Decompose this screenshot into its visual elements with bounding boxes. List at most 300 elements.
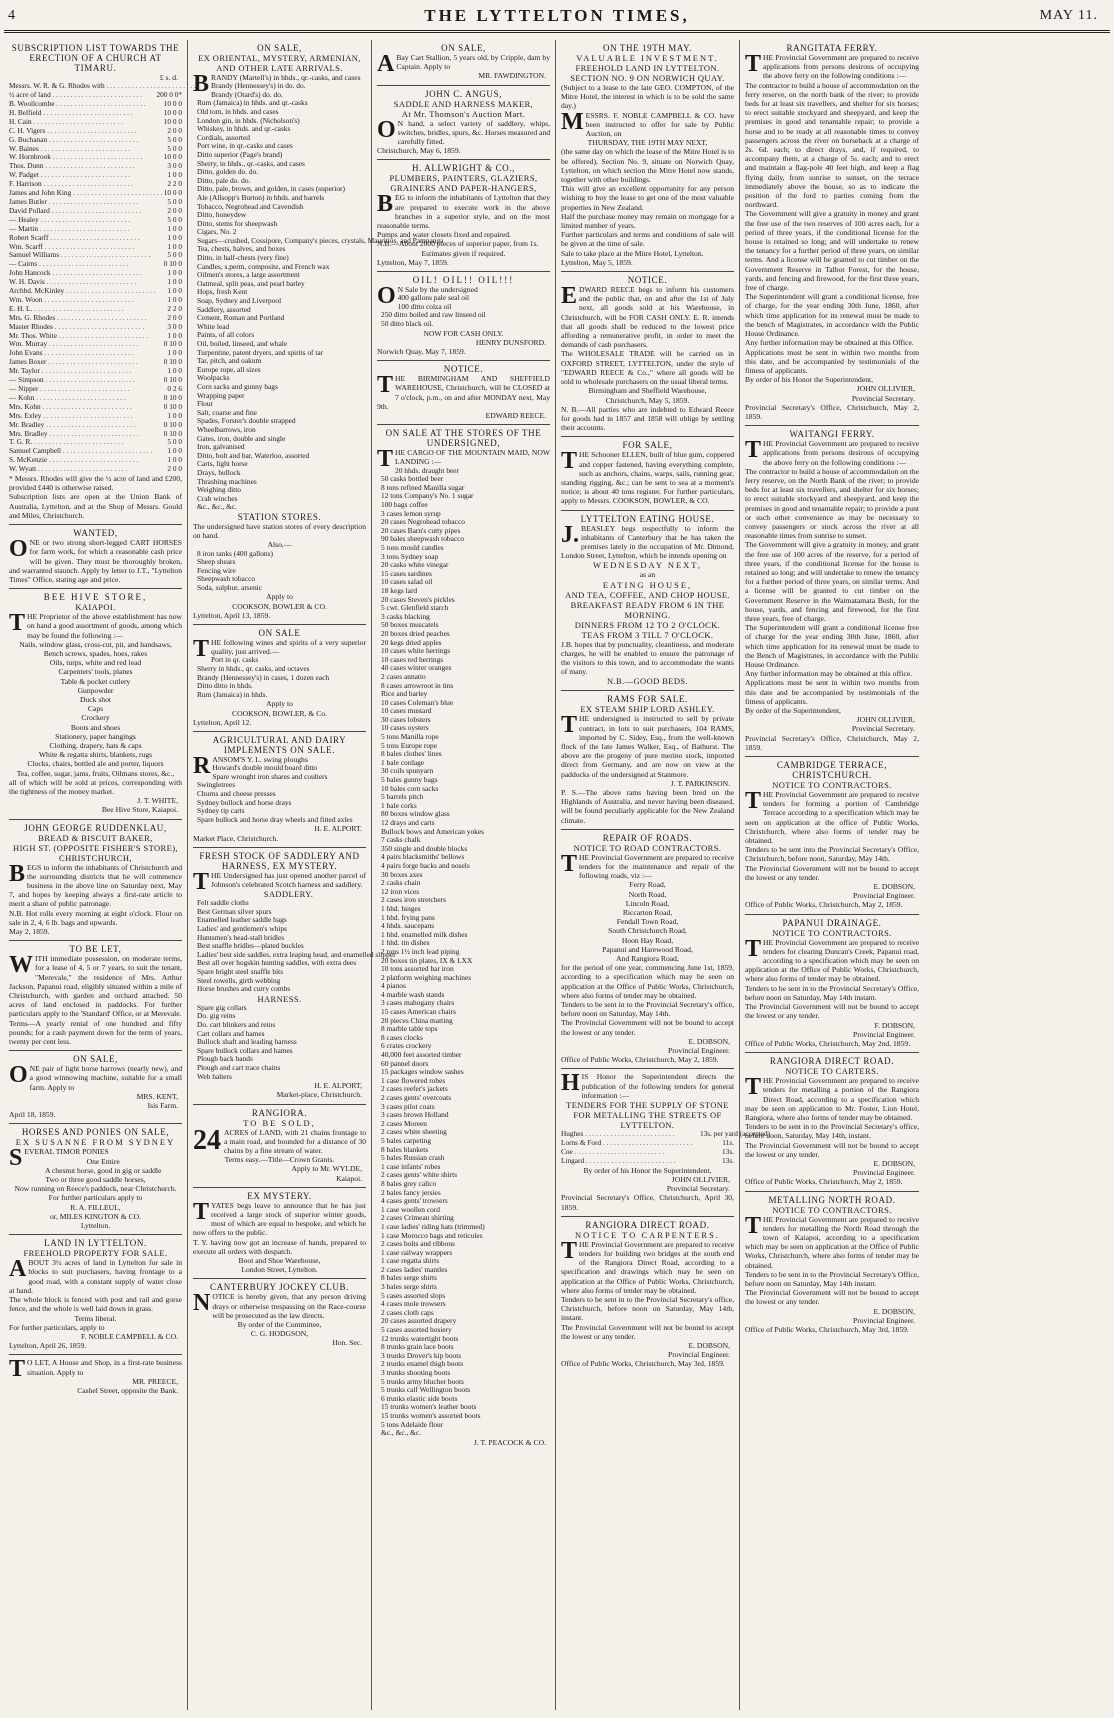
list-item: Crab winches: [197, 493, 238, 503]
ad-signature-title: Provincial Secretary.: [666, 1184, 730, 1194]
ad-body: [561, 521, 734, 561]
row-name: — Healey . . .: [9, 216, 148, 225]
ad-date: Christchurch, May 5, 1859.: [605, 395, 690, 405]
ad-rangiora-carpenters: [561, 1217, 734, 1373]
list-item: 1 case railway wrappers: [381, 1247, 453, 1257]
ad-body-text: HE undersigned is instructed to sell by private contract, in lots to suit purchasers, 104 RAMS, imported by C. Sidey, Esq., from the well-known flock of the late James Walker, Esq., of Bathurst. The above are the progeny of pure merino stock, imported direct from Germany, and are now on view at the paddocks of the undersigned at Stanmore.: [561, 714, 734, 779]
list-item: Rum (Jamaica) in hhds.: [197, 689, 268, 699]
list-item: 20 boxes dried peaches: [381, 628, 450, 638]
ad-body-text: Terms—A yearly rental of one hundred and fifty pounds; for a cash payment down for the term of years, twenty per cent less.: [9, 1018, 182, 1047]
ad-body-text: The Superintendent will grant a conditional license, free of charge, for the year ending 30th June, 1860, after which time application for its renewal must be made to the bench of Magistrates, in accordance with the Public House Ordinance.: [745, 292, 919, 339]
ad-signature-title: Provincial Engineer.: [853, 891, 915, 901]
ad-signature: HENRY DUNSFORD.: [475, 337, 546, 347]
roads-list: [561, 880, 734, 963]
ad-date: Norwich Quay, May 7, 1859.: [377, 347, 466, 357]
list-item: Best snaffle bridles—plated buckles: [197, 941, 304, 951]
drop-cap: B: [377, 191, 394, 218]
list-item: 8 bales blankets: [381, 1144, 429, 1154]
ad-horses-ponies: [9, 1124, 182, 1235]
list-item: 12 iron vices: [381, 886, 420, 896]
ad-signature-place: Hon. Sec.: [332, 1338, 362, 1348]
list-item: 90 bales sheepwash tobacco: [381, 534, 465, 544]
list-item: 4 cases mole trowsers: [381, 1299, 446, 1309]
list-item: 20 cases Steven's pickles: [381, 594, 455, 604]
ad-subheading: STATION STORES.: [237, 511, 322, 522]
drop-cap: T: [561, 850, 578, 877]
list-item: Cigars, No. 2: [197, 227, 237, 237]
ad-heading: SUBSCRIPTION LIST TOWARDS THE ERECTION OF A CHURCH AT TIMARU.: [11, 43, 180, 73]
row-name: Wm. Woon . . .: [9, 296, 148, 305]
list-item: 3 casks blacking: [381, 611, 430, 621]
ad-body-text: HE Provincial Government are prepared to receive applications from persons desirous of occupying the above ferry on the following conditions :—: [763, 53, 919, 81]
list-item: Ditto, bolt and bar, Waterloo, assorted: [197, 450, 310, 460]
drop-cap: T: [193, 868, 210, 895]
row-name: Hughes . . .: [561, 1130, 700, 1139]
row-name: Mrs. Bradley . . .: [9, 430, 148, 439]
row-value: 5 0 0: [167, 143, 182, 153]
ad-subheading: NOTICE TO CARTERS.: [785, 1066, 879, 1077]
drop-cap: H: [561, 1070, 580, 1097]
list-item: 50 boxes muscatels: [381, 620, 439, 630]
row-name: F. Harrison . . .: [9, 180, 148, 189]
row-name: B. Woollcombe . . .: [9, 100, 148, 109]
ad-body: [377, 374, 550, 411]
drop-cap: O: [377, 116, 396, 143]
row-value: 0 10 0: [163, 375, 182, 385]
ad-signature-title: Provincial Engineer.: [853, 1315, 915, 1325]
row-value: 1 0 0: [167, 241, 182, 251]
list-item: Best all over hogskin hunting saddles, with extra dees: [197, 958, 357, 968]
list-item: 5 bales gunny bags: [381, 775, 438, 785]
ad-signature: C. G. HODGSON,: [250, 1329, 309, 1339]
ad-mountain-maid: [377, 425, 550, 1451]
list-item: Fencing wire: [197, 565, 236, 575]
row-value: 2 2 0: [167, 303, 182, 313]
row-name: Samuel Williams . . .: [9, 251, 150, 260]
ad-body-text: P. S.—The above rams having been bred on the Highlands of Australia, and never having been diseased, will be found peculiarly applicable for the New Zealand climate.: [561, 787, 734, 825]
list-item: White & regatta shirts, blankets, rugs: [38, 750, 153, 760]
row-name: Samuel Campbell . . .: [9, 447, 152, 456]
ad-body: [9, 1258, 182, 1295]
list-item: 5 bales Russian crash: [381, 1153, 445, 1163]
ad-body-text: Tenders to be sent in to the Provincial Secretary's Office, before noon on Saturday, May 14th instant.: [745, 1269, 919, 1288]
ad-subheading: VALUABLE INVESTMENT.: [576, 53, 719, 63]
ad-ex-mystery: [193, 1188, 366, 1280]
ad-date: Lyttelton, May 7, 1859.: [377, 257, 449, 267]
ad-signature-title: Provincial Engineer.: [853, 1168, 915, 1178]
ad-body-text: Apply to: [266, 592, 293, 602]
row-value: 1 0 0: [167, 330, 182, 340]
drop-cap: R: [193, 753, 211, 780]
list-item: 10 cases oysters: [381, 723, 429, 733]
drop-cap: W: [9, 952, 33, 979]
row-value: 2 0 0: [167, 125, 182, 135]
ad-heading: WAITANGI FERRY.: [789, 429, 875, 440]
list-item: 1 case woollen cord: [381, 1204, 440, 1214]
list-item: 8 tons refined Manilla sugar: [381, 482, 465, 492]
list-item: 30 boxes axes: [381, 869, 423, 879]
list-item: Oils, turps, white and red lead: [49, 658, 142, 668]
list-item: 2 cases annatto: [381, 671, 426, 681]
list-item: &c., &c., &c.: [381, 1428, 422, 1438]
ad-body-text: all of which will be sold at prices, corresponding with the tightness of the money market.: [9, 777, 182, 796]
list-item: 30 coils spunyarn: [381, 766, 434, 776]
ad-signature: E. DOBSON,: [873, 1158, 915, 1168]
drop-cap: O: [9, 1062, 28, 1089]
ad-date: Office of Public Works, Christchurch, May 2, 1859.: [561, 1055, 719, 1065]
list-item: Ditto, pale, brown, and golden, in cases (superior): [197, 184, 345, 194]
ad-body: [561, 850, 734, 881]
ad-subheading: NOTICE TO CONTRACTORS.: [772, 780, 892, 791]
ad-heading: REPAIR OF ROADS.: [602, 832, 693, 843]
row-name: John Hancock . . .: [9, 269, 148, 278]
ad-heading: FRESH STOCK OF SADDLERY AND HARNESS, EX MYSTERY.: [199, 850, 360, 871]
ad-body: [377, 116, 550, 147]
row-value: 1 0 0: [167, 294, 182, 304]
list-item: Plough and cart trace chains: [197, 1062, 281, 1072]
ad-signature-place: Cashel Street, opposite the Bank.: [77, 1385, 178, 1395]
row-name: Messrs. W. R. & G. Rhodes with . . .: [9, 82, 196, 91]
ad-body-text: This will give an excellent opportunity for any person wishing to buy the lease to get one of the most valuable properties in New Zealand.: [561, 184, 734, 212]
ad-body-text: BOUT 3½ acres of land in Lyttelton for sale in blocks to suit purchasers, having frontage to a good road, with a constant supply of water close at hand.: [9, 1258, 182, 1295]
goods-list: [193, 656, 366, 699]
ad-signature: MR. PREECE,: [132, 1376, 178, 1386]
ad-heading: METALLING NORTH ROAD.: [768, 1194, 896, 1205]
ad-body-text: Half the purchase money may remain on mortgage for a limited number of years.: [561, 211, 734, 231]
list-item: 4 marble wash stands: [381, 989, 445, 999]
ad-rangiora-carters: [745, 1053, 919, 1191]
list-item: Spare wrought iron shares and coulters: [212, 771, 328, 781]
ad-body-text: ANSOM'S Y. L. swing ploughs: [212, 755, 308, 765]
ad-body-text: The contractor to build a house of accommodation on the ferry reserve, on the north bank of the river; to provide beds for at least six travellers, and shelter for six horses; to erect suitable stockyard and sheepyard, and keep the premises in good and tenantable repair; to provide a horse and to be ready at all reasonable times to convey passengers across the river on horseback at a charge of 2s. 6d. each; to direct drays, and, if required, to accompany them, at a charge of 5s. each; and to erect and maintain a flag-pole 40 feet high, and keep a flag flying daily, from sunrise to sunset, on the terrace immediately above the house, so as to indicate the position of the ford to parties coming from the northward.: [745, 80, 919, 210]
row-value: 1 0 0: [167, 286, 182, 296]
row-name: H. Belfield . . .: [9, 109, 148, 118]
row-name: Mrs. Kohn . . .: [9, 403, 148, 412]
drop-cap: A: [9, 1256, 27, 1283]
list-item: 20 cases Negrohead tobacco: [381, 517, 465, 527]
ad-subheading: KAIAPOI.: [75, 602, 116, 613]
ad-signature: Apply to Mr. WYLDE,: [291, 1164, 362, 1174]
ad-subheading: HARNESS.: [257, 993, 302, 1004]
row-value: 5 0 0: [167, 437, 182, 447]
ad-body-text: The WHOLESALE TRADE will be carried on in OXFORD STREET, LYTTELTON, under the style of "EDWARD REECE & Co.," where all goods will be sold to wholesale purchasers on the usual liberal terms.: [561, 349, 734, 387]
ad-body: [193, 1198, 366, 1238]
list-item: Port in qr. casks: [211, 655, 259, 665]
ad-body-text: HE Provincial Government are prepared to receive tenders for clearing Duncan's Creek, Papanui road, according to a specification which may be seen on application at the Office of Public Works, Christchurch, where also forms of tender may be obtained.: [745, 937, 919, 984]
list-item: 20 boxes tin plates, IX & LXX: [381, 955, 473, 965]
ad-body-text: N Sale by the undersigned: [397, 285, 478, 295]
list-item: Table & pocket cutlery: [60, 676, 131, 686]
list-item: 20 hhds. draught beer: [395, 465, 460, 475]
list-item: Swingletrees: [197, 780, 236, 790]
row-name: G. Buchanan . . .: [9, 136, 148, 145]
ad-rangitata-ferry: [745, 40, 919, 426]
ad-date: Provincial Secretary's Office, Christchurch, April 30, 1859.: [561, 1193, 734, 1212]
column-1: [4, 40, 188, 1710]
ad-signature: E. DOBSON,: [688, 1340, 730, 1350]
ad-signature: H. E. ALPORT.: [314, 824, 362, 834]
list-item: Sheep shears: [197, 557, 236, 567]
list-item: Crockery: [81, 713, 110, 723]
list-item: 1 hhd. hinges: [381, 903, 421, 913]
list-item: Caps: [87, 704, 104, 714]
row-value: 10 0 0: [163, 99, 182, 109]
list-item: Rum (Jamaica) in hhds. and qr.-casks: [197, 98, 308, 108]
ad-body-text: IS Honor the Superintendent directs the publication of the following tenders for general information :—: [581, 1072, 734, 1100]
ad-signature: JOHN OLLIVIER,: [671, 1174, 730, 1184]
ad-subheading: PLUMBERS, PAINTERS, GLAZIERS, GRAINERS AND PAPER-HANGERS,: [389, 173, 538, 194]
masthead: [0, 0, 1114, 36]
ad-signature: COOKSON, BOWLER & CO.: [232, 601, 327, 611]
list-item: 3 trunks shooting boots: [381, 1368, 451, 1377]
row-name: Coe . . .: [561, 1148, 700, 1157]
ad-subheading: EX ORIENTAL, MYSTERY, ARMENIAN, AND OTHER LATE ARRIVALS.: [198, 53, 361, 73]
ad-body-text: London Street, Lyttelton.: [241, 1265, 318, 1275]
list-item: Brandy (Hennessey's) in cases, 1 dozen each: [197, 672, 330, 682]
list-item: 5 tons mould candles: [381, 543, 444, 552]
goods-list: [377, 294, 550, 328]
row-value: 3 0 0: [167, 321, 182, 331]
ad-body-text: HE Undersigned has just opened another parcel of Johnson's celebrated Scotch harness and saddlery.: [211, 870, 366, 890]
list-item: 60 pannel doors: [381, 1058, 429, 1068]
list-item: 4 pianos: [381, 981, 406, 991]
ad-body-text: The Provincial Government will not be bound to accept the lowest or any tender.: [745, 863, 919, 882]
ad-body-text: The whole block is fenced with post and rail and gorse fence, and the whole is well laid down in grass.: [9, 1295, 182, 1314]
ad-heading: WANTED,: [73, 528, 118, 539]
ad-body-text: Tenders to be sent in to the Provincial Secretary's office, before noon on Saturday, May 14th.: [561, 1000, 734, 1019]
list-item: 10 cases Coleman's blue: [381, 697, 454, 707]
list-item: 1 hhd. frying pans: [381, 912, 435, 922]
list-item: Spare gig collars: [197, 1002, 247, 1012]
ad-body-text: Any further information may be obtained at this Office.: [745, 338, 914, 348]
list-item: Flour: [197, 399, 214, 409]
ad-date: Office of Public Works, Christchurch, May 3rd, 1859.: [745, 1324, 909, 1334]
drop-cap: T: [745, 935, 762, 962]
goods-list: [193, 550, 366, 593]
ad-body-text: T. Y. having now got an increase of hands, prepared to execute all orders with despatch.: [193, 1237, 366, 1256]
ad-body-text: HE Provincial Government are prepared to receive applications from persons desirous of occupying the above ferry on the following conditions :—: [763, 439, 919, 467]
ad-body: [745, 1212, 919, 1270]
ad-body-text: (Subject to a lease to the late GEO. COMPTON, of the Mitre Hotel, the interest in which is to be sold the same day.): [561, 83, 734, 111]
ad-body-text: ITH immediate possession, on moderate terms, for a lease of 4, 5 or 7 years, to suit the tenant, "Merevale," the residence of Mrs. Arthur Jackson, Papanui road, eligibly situated within a mile of Christchurch, with garden and orchard attached. 50 acres of land enclosed in paddocks. For further particulars apply to the 'Standard' Office, or at Merevale.: [9, 954, 182, 1019]
ad-body-text: BEASLEY begs respectfully to inform the inhabitants of Canterbury that he has taken the premises lately in the occupation of Mr. Dimond, London Street, Lyttelton, which he intends opening on: [561, 523, 734, 561]
row-value: 13s.: [722, 1155, 734, 1165]
row-name: Master Rhodes . . .: [9, 323, 148, 332]
ad-date: Provincial Secretary's Office, Christchurch, May 2, 1859.: [745, 733, 919, 752]
ad-date: Office of Public Works, Christchurch, May 3rd, 1859.: [561, 1359, 725, 1369]
list-item: 50 casks bottled beer: [381, 474, 444, 484]
drop-cap: O: [9, 536, 28, 563]
column-5: [740, 40, 924, 1710]
list-item: Gates, iron, double and single: [197, 433, 286, 443]
ad-body-text: HE following wines and spirits of a very superior quality, just arrived.—: [211, 638, 366, 657]
row-value: 5 0 0: [167, 214, 182, 224]
list-item: 3 cases mahogany chairs: [381, 998, 455, 1008]
list-item: Sherry in hhds., qr. casks, and octaves: [197, 664, 310, 674]
ad-body-text: ESSRS. F. NOBLE CAMPBELL & CO. have been instructed to offer for sale by Public Auction, on: [585, 110, 734, 139]
tender-rows: [561, 1129, 771, 1166]
issue-date: MAY 11.: [1039, 8, 1098, 23]
list-item: Lyttelton.: [80, 1221, 111, 1231]
list-item: Horse brushes and curry combs: [197, 984, 291, 994]
list-item: Tar, pitch, and oakum: [197, 356, 262, 366]
list-item: 15 trunks women's assorted boots: [381, 1410, 481, 1420]
ad-body: [193, 1292, 366, 1320]
column-4: [556, 40, 771, 1710]
row-value: 1 0 0: [167, 410, 182, 420]
list-item: Spare bullock collars and hames: [197, 1045, 293, 1055]
list-item: Spare bright steel snaffle bits: [197, 966, 284, 976]
list-item: Bullock bows and American yokes: [381, 826, 485, 836]
ad-signature: COOKSON, BOWLER, & Co.: [232, 708, 327, 718]
row-name: Archbd. McKinley . . .: [9, 287, 155, 296]
ad-body: [561, 1072, 734, 1100]
ad-harrows: [9, 1051, 182, 1124]
ad-rams: [561, 691, 734, 829]
ad-body-text: HE Schooner ELLEN, built of blue gum, coppered and copper fastened, having everything complete, such as anchors, chains, warps, sails, running gear, standing rigging, &c.; can be sent to sea at a moment's notice; is about 40 tons register. For further particulars, apply to Messrs. COOKSON, BOWLER, & CO.: [561, 450, 734, 506]
ad-heading: RAMS FOR SALE.: [607, 694, 688, 705]
ad-signature: E. DOBSON,: [688, 1036, 730, 1046]
ad-signature: E. DOBSON,: [873, 882, 915, 892]
list-item: 2 cases Crimean shirting: [381, 1213, 454, 1223]
list-item: 5 barrels pitch: [381, 792, 424, 802]
list-item: 1 hhd. tin dishes: [381, 938, 430, 948]
list-item: Ditto, in half-chests (very fine): [197, 253, 289, 263]
row-name: Mr. Bradley . . .: [9, 421, 148, 430]
list-item: 4 hhds. saucepans: [381, 921, 435, 931]
ad-heading: CAMBRIDGE TERRACE, CHRISTCHURCH.: [776, 760, 888, 781]
list-item: 4 pairs blacksmiths' bellows: [381, 852, 465, 862]
goods-list: [193, 1004, 366, 1081]
row-name: W. Baines . . .: [9, 145, 148, 154]
row-value: 13s.: [722, 1146, 734, 1156]
list-item: Stationery, paper hangings: [55, 731, 136, 741]
list-item: 10 tons assorted bar iron: [381, 964, 454, 974]
list-item: 5 tons Adelaide flour: [381, 1419, 444, 1429]
ad-heading: AGRICULTURAL AND DAIRY IMPLEMENTS ON SALE.: [212, 735, 347, 756]
list-item: 3 tons Sydney soap: [381, 551, 439, 561]
row-value: 13s. per yard (accepted): [700, 1129, 771, 1139]
list-item: Woolpacks: [197, 373, 230, 383]
ad-date: Provincial Secretary's Office, Christchurch, May 2, 1859.: [745, 402, 919, 421]
list-item: North Road,: [628, 889, 667, 899]
drop-cap: J.: [561, 521, 579, 548]
list-item: 8 iron tanks (400 gallons): [197, 548, 273, 558]
list-item: 5 bales carpeting: [381, 1135, 432, 1145]
ad-body-text: EVERAL TIMOR PONIES: [24, 1147, 109, 1157]
list-item: 4 pairs forge backs and nosels: [381, 860, 470, 870]
list-item: Nails, window glass, cross-cut, pit, and handsaws,: [19, 639, 172, 649]
ad-heading: FOR SALE,: [622, 440, 673, 451]
ad-body-text: RANDY (Martell's) in hhds., qr.-casks, and cases: [211, 73, 361, 82]
list-item: Clocks, chairs, bottled ale and porter, liquors: [27, 759, 164, 769]
row-value: 10 0 0: [163, 107, 182, 117]
ad-signature-title: Provincial Secretary.: [851, 724, 915, 734]
list-item: 5 cwt. Glenfield starch: [381, 603, 449, 613]
list-item: Brandy (Otard's) do. do.: [211, 89, 283, 99]
ad-body: [9, 860, 182, 909]
list-item: 10 bales corn sacks: [381, 783, 439, 793]
row-value: 1 0 0: [167, 277, 182, 287]
row-value: 1 0 0: [167, 348, 182, 358]
row-value: 0 2 6: [167, 384, 182, 394]
ad-body-text: N hand, a select variety of saddlery, whips, switches, bridles, spurs, &c. Horses measured and carefully fitted.: [397, 118, 550, 147]
list-item: Do. cart blinkers and reins: [197, 1019, 276, 1029]
list-item: Tea, chests, halves, and boxes: [197, 244, 286, 254]
row-name: H. Cain . . .: [9, 118, 148, 127]
ad-metalling-north-road: [745, 1192, 919, 1339]
list-item: Thrashing machines: [197, 476, 257, 486]
ad-date: May 2, 1859.: [9, 927, 50, 936]
list-item: Two or three good saddle horses,: [45, 1175, 146, 1185]
list-item: Turpentine, patent dryers, and spirits of tar: [197, 347, 324, 357]
list-item: 10 cases salad oil: [381, 577, 433, 587]
ad-signature: JOHN OLLIVIER,: [856, 715, 915, 725]
drop-cap: N: [193, 1290, 211, 1317]
ad-body-text: EG to inform the inhabitants of Lyttelton that they are prepared to execute work in the above branches in a superior style, and on the most reasonable terms.: [377, 193, 550, 231]
ad-signature: MR. FAWDINGTON.: [478, 71, 546, 81]
list-item: Cordials, assorted: [197, 132, 250, 142]
ad-signature: H. E. ALPORT,: [314, 1081, 362, 1091]
list-item: 12 trunks watertight boots: [381, 1333, 459, 1343]
row-name: W. Hornbrook . . .: [9, 153, 148, 162]
row-name: Wm. Scarff . . .: [9, 243, 148, 252]
row-value: 10 0 0: [163, 116, 182, 126]
ad-signature-title: Provincial Engineer.: [853, 1029, 915, 1039]
list-item: Steel rowells, girth webbing: [197, 975, 281, 985]
ad-body-text: Sale to take place at the Mitre Hotel, Lyttelton.: [561, 248, 704, 258]
list-item: Ale (Allsopp's Burton) in hhds. and barrels: [197, 192, 325, 202]
list-item: 12 drays and carts: [381, 818, 435, 827]
drop-cap: T: [193, 1198, 210, 1225]
ad-body-text: OTICE is hereby given, that any person driving drays or otherwise trespassing on the Race-course will be prosecuted as the law directs.: [212, 1292, 366, 1320]
list-item: Wheelbarrows, iron: [197, 424, 256, 434]
ad-heading: RANGIORA DIRECT ROAD.: [769, 1056, 895, 1067]
ad-body-text: The Provincial Government will not be bound to accept the lowest or any tender.: [561, 1322, 734, 1341]
ad-signature: E. DOBSON,: [873, 1306, 915, 1316]
ad-body: [745, 790, 919, 845]
ad-heading: PAPANUI DRAINAGE.: [782, 917, 882, 928]
list-item: Ditto ditto in hhds.: [197, 681, 253, 691]
list-item: Whiskey, in hhds. and qr.-casks: [197, 124, 291, 134]
ad-subheading: SECTION NO. 9 ON NORWICH QUAY.: [570, 73, 725, 83]
ad-body-text: for the period of one year, commencing June 1st, 1859, according to a specification which may be seen on application at the Office of Public Works, Christchurch, where also forms of tender may be obtained.: [561, 963, 734, 1000]
list-item: 2 tons 1½ inch lead piping: [381, 946, 460, 956]
list-item: Lincoln Road,: [625, 898, 670, 908]
drop-cap: T: [561, 448, 578, 475]
list-item: R. A. FILLEUL,: [70, 1202, 121, 1212]
ad-shop-to-let: [9, 1355, 182, 1399]
ad-body: [561, 1237, 734, 1295]
ad-subheading: NOTICE TO ROAD CONTRACTORS.: [573, 842, 722, 853]
ad-body-text: N.B. Hot rolls every morning at eight o'clock. Flour on sale in 2, 4, 6 lb. bags and upwards.: [9, 908, 182, 927]
ad-body: [561, 285, 734, 349]
ad-subheading: EX SUSANNE FROM SYDNEY: [15, 1137, 176, 1148]
drop-cap: O: [377, 283, 396, 310]
list-item: Soda, sulphur, arsenic: [197, 582, 262, 592]
list-item: Sugars—crushed, Cossipore, Company's pieces, crystals, Mauritius, and Pampanga: [197, 235, 444, 245]
ad-subheading: TENDERS FOR THE SUPPLY OF STONE FOR METALLING THE STREETS OF LYTTELTON.: [566, 1100, 729, 1131]
page-number: 4: [8, 8, 16, 23]
row-name: — Simpson . . .: [9, 376, 148, 385]
ad-body-text: The Provincial Government will not be bound to accept the lowest or any tender.: [745, 1002, 919, 1021]
ad-heading: NOTICE.: [443, 364, 484, 375]
list-item: Do. gig reins: [197, 1011, 236, 1021]
list-item: 3 trunks Drover's kip boots: [381, 1350, 462, 1360]
ad-subheading: BREAKFAST READY FROM 6 IN THE MORNING.: [570, 599, 725, 620]
list-item: Enamelled leather saddle bags: [197, 915, 287, 925]
ad-body-text: Boot and Shoe Warehouse,: [238, 1255, 321, 1265]
